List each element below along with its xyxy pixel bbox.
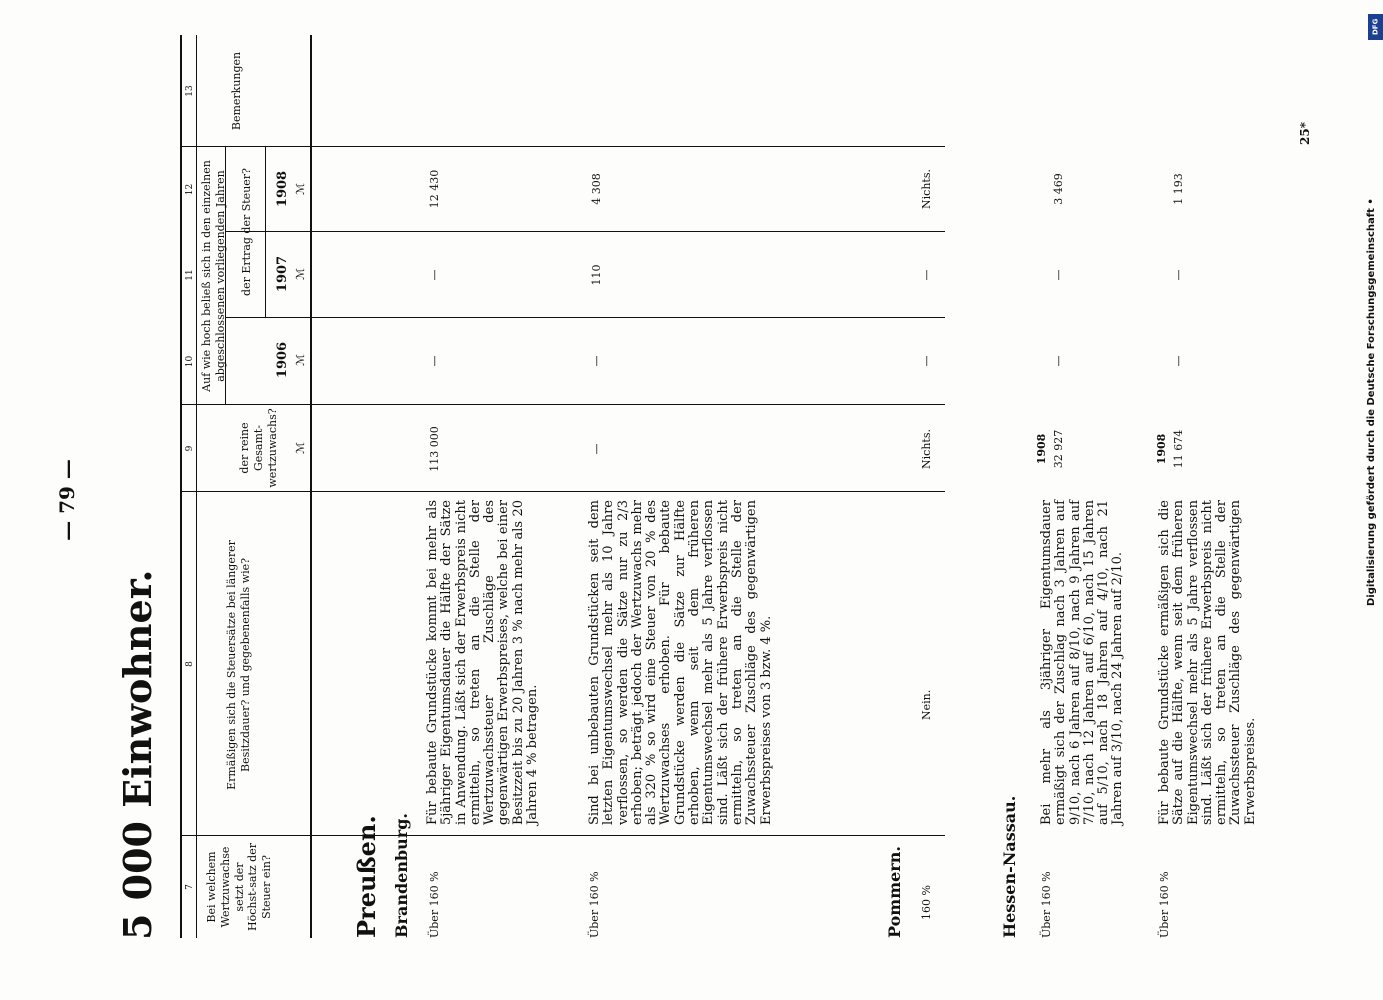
row5-threshold: Über 160 % bbox=[1158, 871, 1171, 938]
signature-mark: 25* bbox=[1298, 122, 1312, 145]
col-number-8: 8 bbox=[185, 661, 195, 667]
row1-1906: — bbox=[428, 355, 441, 367]
row4-threshold: Über 160 % bbox=[1040, 871, 1053, 938]
col-number-9: 9 bbox=[185, 445, 195, 452]
dfg-footer-note bbox=[1362, 6, 1383, 996]
row3-threshold: 160 % bbox=[920, 885, 933, 920]
row5-1906: — bbox=[1172, 355, 1185, 367]
row4-1907: — bbox=[1052, 269, 1065, 281]
row5-1907: — bbox=[1172, 269, 1185, 281]
row5-1908: 1 193 bbox=[1172, 173, 1185, 205]
row4-1906: — bbox=[1052, 355, 1065, 367]
group-header: Auf wie hoch beließ sich in den einzelnen abgeschlossenen vorliegenden Jahren bbox=[200, 160, 227, 392]
col-divider bbox=[181, 835, 945, 836]
row4-wertzuwachs-year: 1908 bbox=[1035, 433, 1048, 465]
col7-header: Bei welchem Wertzuwachse setzt der Höchst-satz der Steuer ein? bbox=[205, 843, 273, 931]
col-number-11: 11 bbox=[185, 269, 195, 281]
row1-threshold: Über 160 % bbox=[428, 871, 441, 938]
dfg-footer-text: Digitalisierung gefördert durch die Deutsche Forschungsgemeinschaft • bbox=[1366, 198, 1377, 606]
row5-wertzuwachs-year: 1908 bbox=[1155, 433, 1168, 465]
page-heading: 5 000 Einwohner. bbox=[115, 569, 160, 940]
row2-1908: 4 308 bbox=[590, 173, 603, 205]
row5-wertzuwachs: 11 674 bbox=[1172, 429, 1185, 469]
row2-1906: — bbox=[590, 355, 603, 367]
col-divider bbox=[181, 491, 945, 492]
col-divider bbox=[225, 317, 945, 318]
row2-wertzuwachs: — bbox=[590, 443, 603, 455]
row3-wertzuwachs: Nichts. bbox=[920, 429, 933, 469]
row4-text: Bei mehr als 3jähriger Eigentumsdauer ermäßigt sich der Zuschlag nach 3 Jahren auf 9/10, nach 6 Jahren auf 8/10, nach 9 Jahren auf 7/10, nach 12 Jahren auf 6/10, nach 15 Jahren auf 5/10, nach 18 Jahren auf 4/10, nach 21 Jahren auf 3/10, nach 24 Jahren auf 2/10. bbox=[1039, 500, 1126, 825]
col-number-10: 10 bbox=[185, 355, 195, 368]
row3-1908: Nichts. bbox=[920, 169, 933, 209]
col-number-7: 7 bbox=[185, 884, 195, 890]
row2-1907: 110 bbox=[590, 264, 603, 286]
row1-1908: 12 430 bbox=[428, 169, 441, 209]
unit-1908: ℳ bbox=[294, 183, 307, 195]
row1-wertzuwachs: 113 000 bbox=[428, 426, 441, 472]
unit-1907: ℳ bbox=[294, 268, 307, 280]
section-hessen-nassau: Hessen-Nassau. bbox=[1000, 795, 1019, 938]
row4-1908: 3 469 bbox=[1052, 173, 1065, 205]
number-row-rule bbox=[196, 35, 197, 938]
table-top-rule bbox=[180, 35, 182, 938]
page-number: — 79 — bbox=[55, 459, 79, 541]
row1-1907: — bbox=[428, 269, 441, 281]
section-brandenburg: Brandenburg. bbox=[392, 813, 411, 938]
row4-wertzuwachs: 32 927 bbox=[1052, 429, 1065, 469]
unit-col9: ℳ bbox=[294, 442, 307, 454]
header-bottom-rule bbox=[310, 35, 312, 938]
section-preussen: Preußen. bbox=[352, 815, 381, 938]
col-divider bbox=[181, 146, 945, 147]
row2-text: Sind bei unbebauten Grundstücken seit dem letzten Eigentumswechsel mehr als 10 Jahre verflossen, so werden die Sätze nur zu 2/3 erhoben; beträgt jedoch der Wertzuwachs mehr als 320 % so wird eine Steuer von 20 % des Wertzuwachses erhoben. Für bebaute Grundstücke werden die Sätze zur Hälfte erhoben, wenn seit dem früheren Eigentumswechsel mehr als 5 Jahre verflossen sind. Läßt sich der frühere Erwerbspreis nicht ermitteln, so treten an die Stelle der Zuwachssteuer Zuschläge des gegenwärtigen Erwerbspreises von 3 bzw. 4 %. bbox=[587, 500, 774, 825]
dfg-logo: DFG bbox=[1368, 14, 1383, 40]
section-pommern: Pommern. bbox=[885, 846, 904, 938]
year-1908-header: 1908 bbox=[275, 170, 290, 208]
row1-text: Für bebaute Grundstücke kommt bei mehr als 5jähriger Eigentumsdauer die Hälfte der Sätze in Anwendung. Läßt sich der Erwerbspreis nicht ermitteln, so treten an die Stelle der Wertzuwachssteuer Zuschläge des gegenwärtigen Erwerbspreises, welche bei einer Besitzzeit bis zu 20 Jahren 3 % nach mehr als 20 Jahren 4 % betragen. bbox=[425, 500, 541, 825]
unit-1906: ℳ bbox=[294, 354, 307, 366]
col8-header: Ermäßigen sich die Steuersätze bei längerer Besitzdauer? und gegebenenfalls wie? bbox=[225, 540, 252, 790]
col-divider bbox=[181, 404, 945, 405]
col9-header: der reine Gesamt-wertzuwachs? bbox=[238, 408, 279, 488]
col13-header: Bemerkungen bbox=[230, 51, 243, 131]
ertrag-header: der Ertrag der Steuer? bbox=[240, 168, 253, 296]
year-1907-header: 1907 bbox=[275, 255, 290, 293]
col-number-13: 13 bbox=[185, 85, 195, 97]
row3-1907: — bbox=[920, 269, 933, 281]
year-1906-header: 1906 bbox=[275, 341, 290, 379]
col-divider bbox=[225, 231, 945, 232]
row5-text: Für bebaute Grundstücke ermäßigen sich die Sätze auf die Hälfte, wenn seit dem früheren Eigentumswechsel mehr als 5 Jahre verflossen sind. Läßt sich der frühere Erwerbspreis nicht ermitteln, so treten an die Stelle der Zuwachssteuer Zuschläge des gegenwärtigen Erwerbspreises. bbox=[1157, 500, 1258, 825]
row3-text: Nein. bbox=[920, 689, 933, 720]
row3-1906: — bbox=[920, 355, 933, 367]
ertrag-rule bbox=[265, 147, 266, 317]
row2-threshold: Über 160 % bbox=[588, 871, 601, 938]
col-number-12: 12 bbox=[185, 183, 195, 196]
